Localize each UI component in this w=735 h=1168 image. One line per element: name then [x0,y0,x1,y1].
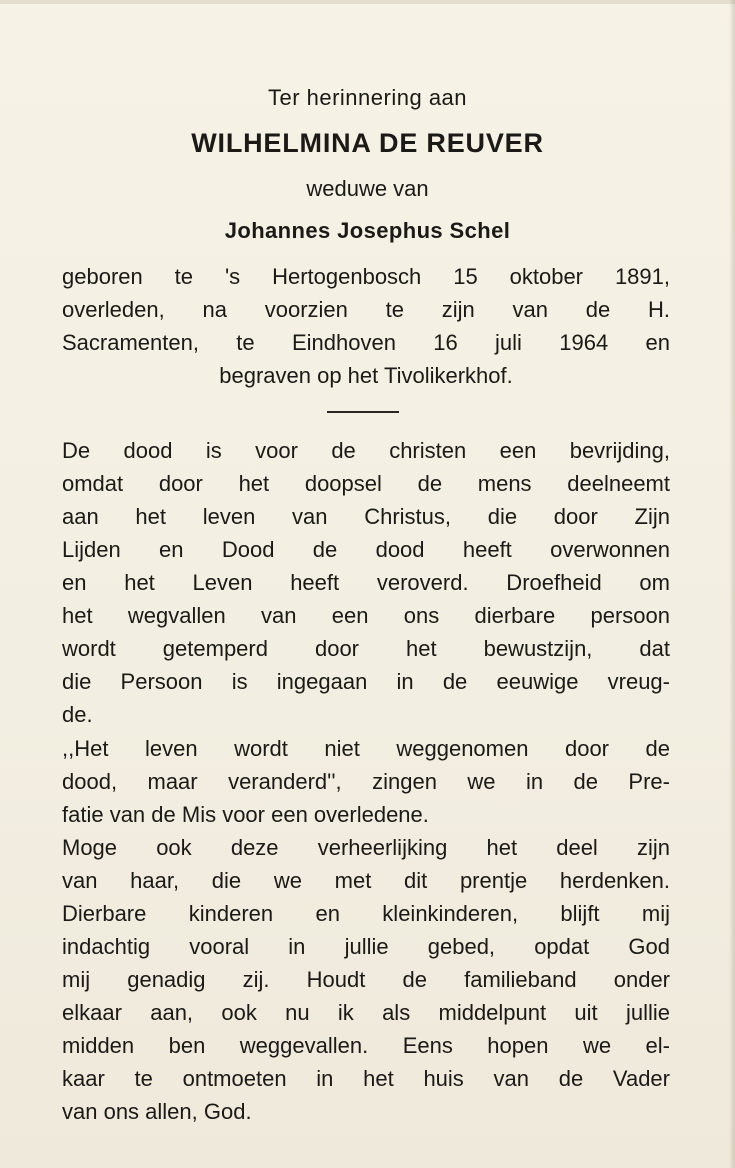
text-line: ,,Het leven wordt niet weggenomen door de [62,736,670,761]
bio-line: overleden, na voorzien te zijn van de H. [62,297,670,322]
text-line: de. [62,702,93,727]
divider-rule [327,411,399,413]
text-line: fatie van de Mis voor een overledene. [62,802,429,827]
text-line: omdat door het doopsel de mens deelneemt [62,471,670,496]
relation-text: weduwe van [306,176,429,201]
text-line: De dood is voor de christen een bevrijding, [62,438,670,463]
text-line: kaar te ontmoeten in het huis van de Vader [62,1066,670,1091]
deceased-name: WILHELMINA DE REUVER [191,128,544,158]
text-line: midden ben weggevallen. Eens hopen we el- [62,1033,670,1058]
intro-text: Ter herinnering aan [267,85,468,110]
text-line: dood, maar veranderd'', zingen we in de Pre- [62,769,670,794]
bio-line-last: begraven op het Tivolikerkhof. [219,363,513,388]
text-line: en het Leven heeft veroverd. Droefheid om [62,570,670,595]
text-line: indachtig vooral in jullie gebed, opdat God [62,934,670,959]
text-line: wordt getemperd door het bewustzijn, dat [62,636,670,661]
text-line: mij genadig zij. Houdt de familieband onder [62,967,670,992]
text-line: die Persoon is ingegaan in de eeuwige vreug- [62,669,670,694]
text-line: aan het leven van Christus, die door Zijn [62,504,670,529]
bio-line: Sacramenten, te Eindhoven 16 juli 1964 en [62,330,670,355]
text-line: elkaar aan, ook nu ik als middelpunt uit jullie [62,1000,670,1025]
text-line: van ons allen, God. [62,1099,252,1124]
text-line: Lijden en Dood de dood heeft overwonnen [62,537,670,562]
text-line: Dierbare kinderen en kleinkinderen, blijft mij [62,901,670,926]
text-line: van haar, die we met dit prentje herdenken. [62,868,670,893]
card-top-edge [0,0,735,4]
text-line: Moge ook deze verheerlijking het deel zijn [62,835,670,860]
bio-line: geboren te 's Hertogenbosch 15 oktober 1891, [62,264,670,289]
husband-name: Johannes Josephus Schel [224,218,511,243]
text-line: het wegvallen van een ons dierbare persoon [62,603,670,628]
